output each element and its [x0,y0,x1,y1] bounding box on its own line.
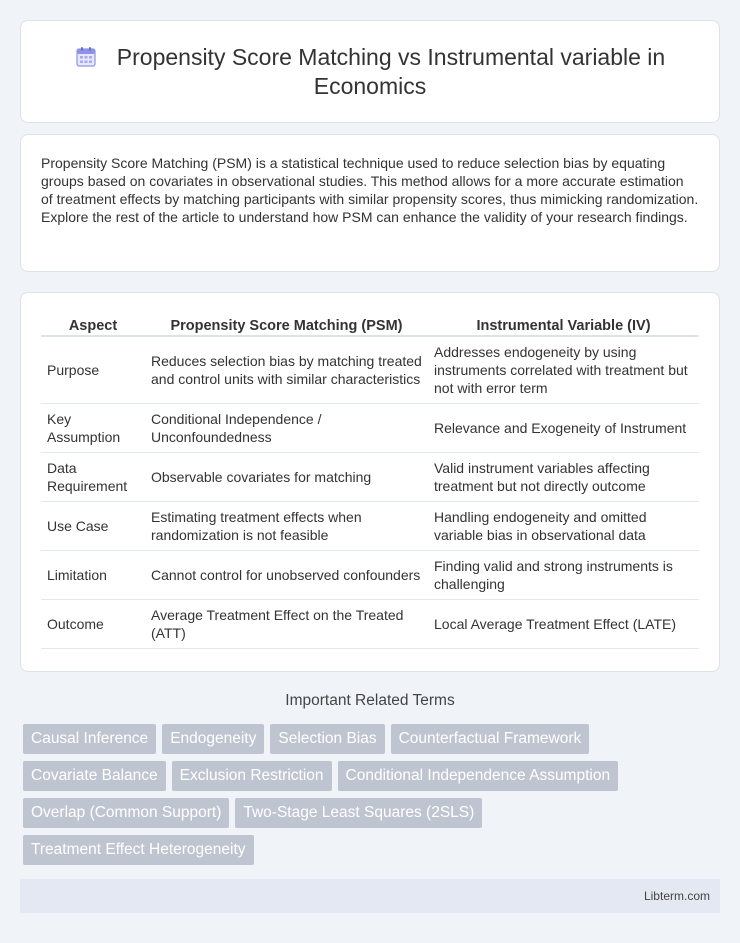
table-row [41,453,699,502]
table-row [41,337,699,404]
intro-card [20,134,720,272]
row-psm-cell: Cannot control for unobserved confounders [145,551,428,600]
row-iv-cell: Finding valid and strong instruments is challenging [428,551,699,600]
calendar-icon [75,46,97,68]
row-iv-cell: Relevance and Exogeneity of Instrument [428,404,699,453]
row-aspect-cell: Purpose [41,337,145,404]
column-header-psm: Propensity Score Matching (PSM) [145,313,428,337]
table-row [41,404,699,453]
related-term-tag[interactable]: Conditional Independence Assumption [338,761,619,791]
table-row [41,551,699,600]
row-iv-cell: Addresses endogeneity by using instruments correlated with treatment but not with error term [428,337,699,404]
row-aspect-cell: Outcome [41,600,145,649]
footer-bar [20,879,720,913]
row-psm-cell: Reduces selection bias by matching treated and control units with similar characteristics [145,337,428,404]
row-psm-cell: Average Treatment Effect on the Treated (ATT) [145,600,428,649]
related-term-tag[interactable]: Treatment Effect Heterogeneity [23,835,254,865]
column-header-aspect: Aspect [41,313,145,337]
related-terms-list [23,724,713,865]
related-term-tag[interactable]: Counterfactual Framework [391,724,590,754]
related-term-tag[interactable]: Exclusion Restriction [172,761,332,791]
column-header-iv: Instrumental Variable (IV) [428,313,699,337]
row-aspect-cell: Use Case [41,502,145,551]
row-aspect-cell: Limitation [41,551,145,600]
related-terms-title: Important Related Terms [285,692,455,709]
comparison-table-card [20,292,720,672]
row-psm-cell: Estimating treatment effects when randomization is not feasible [145,502,428,551]
related-term-tag[interactable]: Overlap (Common Support) [23,798,229,828]
related-term-tag[interactable]: Covariate Balance [23,761,166,791]
related-term-tag[interactable]: Selection Bias [270,724,384,754]
row-aspect-cell: Key Assumption [41,404,145,453]
related-term-tag[interactable]: Causal Inference [23,724,156,754]
row-psm-cell: Conditional Independence / Unconfoundedness [145,404,428,453]
table-row [41,502,699,551]
row-iv-cell: Valid instrument variables affecting treatment but not directly outcome [428,453,699,502]
table-row [41,600,699,649]
row-iv-cell: Local Average Treatment Effect (LATE) [428,600,699,649]
header-card [20,20,720,123]
row-psm-cell: Observable covariates for matching [145,453,428,502]
footer-brand-link[interactable]: Libterm.com [643,889,710,903]
table-header-row [41,313,699,337]
related-term-tag[interactable]: Two-Stage Least Squares (2SLS) [235,798,482,828]
row-iv-cell: Handling endogeneity and omitted variable bias in observational data [428,502,699,551]
intro-text: Propensity Score Matching (PSM) is a statistical technique used to reduce selection bias by equating groups based on covariates in observational studies. This method allows for a more accurate estimation of treatment effects by matching participants with similar propensity scores, thus mimicking randomization. Explore the rest of the article to understand how PSM can enhance the validity of your research findings. [41,155,699,225]
row-aspect-cell: Data Requirement [41,453,145,502]
comparison-table [41,313,699,649]
page-title: Propensity Score Matching vs Instrumental variable in Economics [116,43,666,99]
page-title-wrap [51,43,689,101]
related-term-tag[interactable]: Endogeneity [162,724,264,754]
